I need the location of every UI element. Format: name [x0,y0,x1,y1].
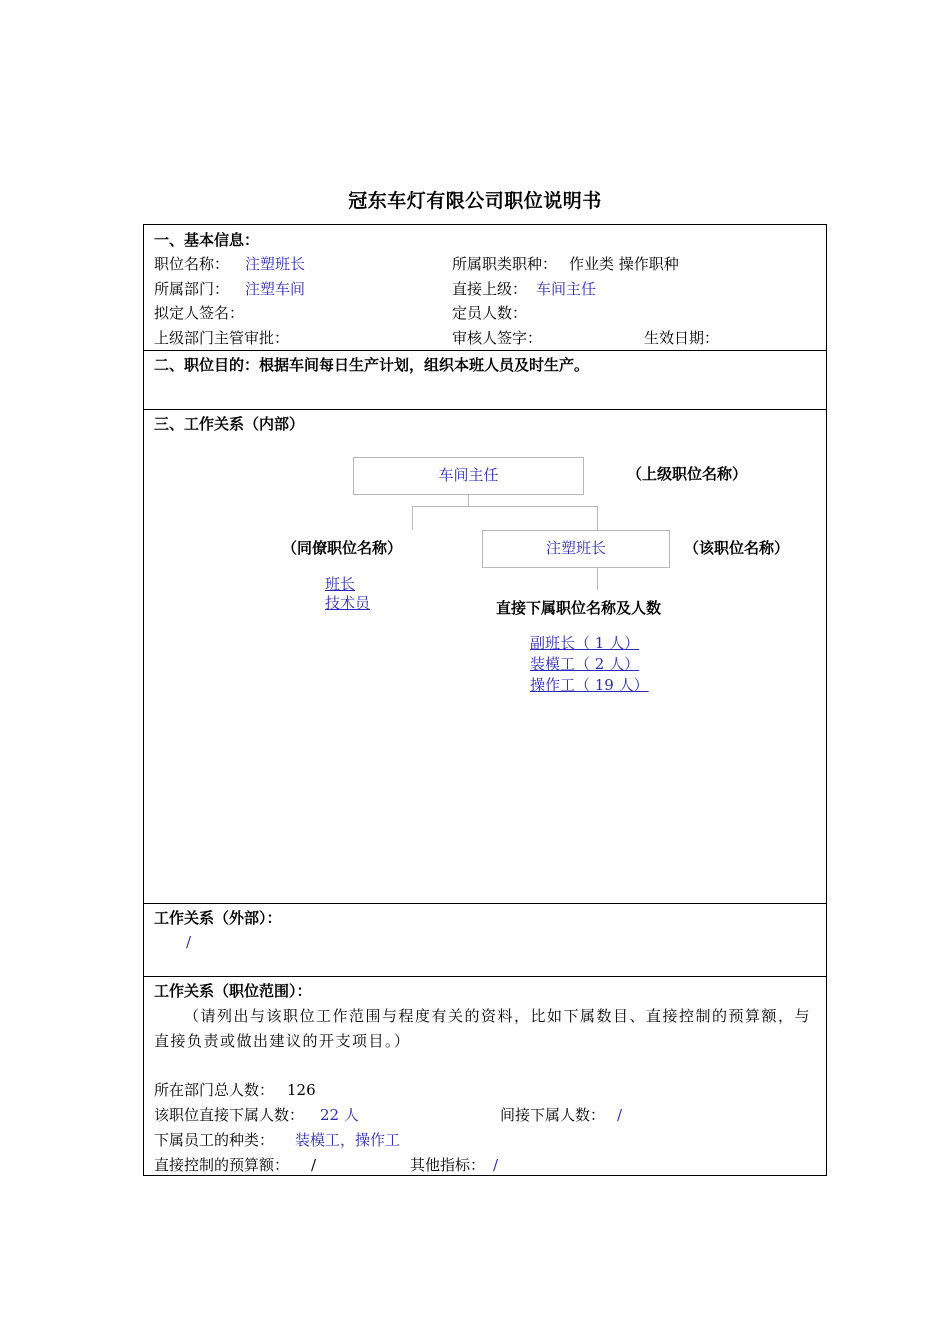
reviewer-signature-label: 审核人签字： [452,329,543,347]
external-value: / [186,933,192,951]
budget-label: 直接控制的预算额： [154,1156,290,1174]
document-title: 冠东车灯有限公司职位说明书 [348,190,602,212]
position-name-label: 职位名称： [154,255,230,273]
self-position-box: 注塑班长 [482,530,670,568]
superior-label: 直接上级： [452,280,528,298]
section2-heading: 二、职位目的：根据车间每日生产计划，组织本班人员及时生产。 [154,356,590,374]
section-divider [144,903,826,904]
scope-note: （请列出与该职位工作范围与程度有关的资料，比如下属数目、直接控制的预算额，与直接负责或做出建议的开支项目。） [154,1007,812,1050]
department-label: 所属部门： [154,280,230,298]
category-value: 作业类 操作职种 [569,255,679,273]
subordinate-types-value: 装模工，操作工 [295,1131,401,1149]
dept-total-value: 126 [287,1081,316,1099]
indirect-subordinates-value: / [617,1106,623,1124]
category-label: 所属职类职种： [452,255,558,273]
approval-label: 上级部门主管审批： [154,329,290,347]
other-indicators-label: 其他指标： [410,1156,486,1174]
peer-position-item: 技术员 [325,594,371,612]
superior-position-box: 车间主任 [353,457,584,495]
direct-subordinates-value: 22 人 [320,1106,359,1124]
self-position-note: （该职位名称） [684,539,790,557]
subordinates-heading: 直接下属职位名称及人数 [496,599,662,617]
org-connector [412,506,598,507]
indirect-subordinates-label: 间接下属人数： [500,1106,606,1124]
external-heading: 工作关系（外部）： [154,909,282,927]
section-divider [144,976,826,977]
subordinate-item: 操作工（ 19 人） [530,676,649,694]
section-divider [144,409,826,410]
other-indicators-value: / [493,1156,499,1174]
section-divider [144,350,826,351]
superior-value: 车间主任 [536,280,597,298]
position-name-value: 注塑班长 [245,255,306,273]
drafter-signature-label: 拟定人签名： [154,304,245,322]
department-value: 注塑车间 [245,280,306,298]
superior-position-note: （上级职位名称） [627,465,748,483]
direct-subordinates-label: 该职位直接下属人数： [154,1106,305,1124]
subordinate-item: 装模工（ 2 人） [530,655,640,673]
budget-value: / [311,1156,317,1174]
org-connector [412,506,413,530]
peer-position-item: 班长 [325,575,356,593]
section1-heading: 一、基本信息： [154,231,260,249]
effective-date-label: 生效日期： [644,329,720,347]
dept-total-label: 所在部门总人数： [154,1081,275,1099]
subordinate-types-label: 下属员工的种类： [154,1131,275,1149]
scope-heading: 工作关系（职位范围）： [154,982,312,1000]
subordinate-item: 副班长（ 1 人） [530,634,640,652]
org-connector [597,506,598,530]
headcount-label: 定员人数： [452,304,528,322]
org-connector [597,568,598,590]
job-description-form [143,224,827,1176]
section3-heading: 三、工作关系（内部） [154,415,305,433]
peer-position-note: （同僚职位名称） [282,539,403,557]
